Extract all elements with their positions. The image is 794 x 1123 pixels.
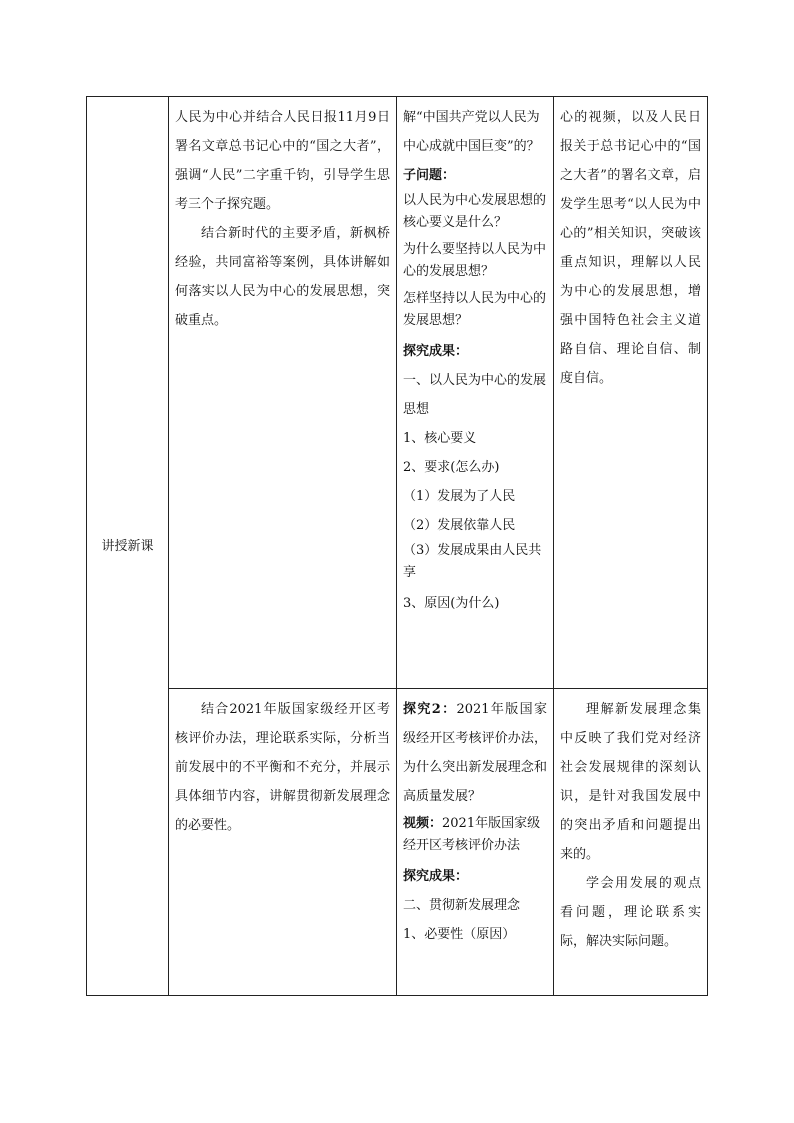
result-heading: 探究成果： (403, 344, 469, 359)
student-intro: 解“中国共产党以人民为中心成就中国巨变”的？ (403, 110, 540, 154)
table-row (87, 689, 708, 996)
sub-question: 怎样坚持以人民为中心的发展思想？ (403, 291, 547, 328)
inquiry-question: 2021年版国家级经开区考核评价办法，为什么突出新发展理念和高质量发展？ (403, 702, 547, 804)
intent-text: 心的视频，以及人民日报关于总书记心中的“国之大者”的署名文章，启发学生思考“以人民为中心的”相关知识，突破该重点知识，理解以人民为中心的发展思想，增强中国特色社会主义道路自信、理论自信、制度自信。 (560, 110, 701, 386)
result-item: （2）发展依靠人民 (403, 518, 516, 533)
result-item: 一、以人民为中心的发展思想 (403, 373, 547, 417)
stage-cell (87, 97, 169, 996)
result-item: （1）发展为了人民 (403, 489, 516, 504)
video-label: 视频： (403, 816, 443, 831)
table-row (87, 97, 708, 689)
result-item: （3）发展成果由人民共享 (403, 543, 542, 580)
intent-text: 学会用发展的观点看问题，理论联系实际，解决实际问题。 (560, 876, 701, 949)
intent-text: 理解新发展理念集中反映了我们党对经济社会发展规律的深刻认识，是针对我国发展中的突出矛盾和问题提出来的。 (560, 702, 701, 862)
lesson-plan-table (86, 96, 708, 996)
result-item: 3、原因(为什么) (403, 596, 500, 611)
design-intent-cell (554, 97, 708, 689)
result-item: 2、要求(怎么办) (403, 460, 500, 475)
design-intent-cell (554, 689, 708, 996)
result-item: 1、必要性（原因） (403, 927, 516, 942)
result-item: 1、核心要义 (403, 431, 477, 446)
teacher-text: 人民为中心并结合人民日报11月9日署名文章总书记心中的“国之大者”，强调“人民”二字重千钧，引导学生思考三个子探究题。 (175, 110, 390, 212)
sub-question: 为什么要坚持以人民为中心的发展思想？ (403, 242, 547, 279)
stage-label: 讲授新课 (101, 538, 154, 554)
inquiry-label: 探究2： (403, 702, 457, 717)
student-activity-cell (397, 97, 554, 689)
result-heading: 探究成果： (403, 869, 469, 884)
teacher-text: 结合2021年版国家级经开区考核评价办法，理论联系实际，分析当前发展中的不平衡和不充分，并展示具体细节内容，讲解贯彻新发展理念的必要性。 (175, 702, 390, 833)
teacher-text: 结合新时代的主要矛盾，新枫桥经验，共同富裕等案例，具体讲解如何落实以人民为中心的发展思想，突破重点。 (175, 226, 390, 328)
student-activity-cell (397, 689, 554, 996)
sub-question-heading: 子问题： (403, 168, 456, 183)
result-item: 二、贯彻新发展理念 (403, 898, 521, 913)
sub-question: 以人民为中心发展思想的核心要义是什么？ (403, 193, 547, 230)
teacher-activity-cell (169, 97, 397, 689)
teacher-activity-cell (169, 689, 397, 996)
video-title: 2021年版国家级经开区考核评价办法 (403, 816, 541, 853)
